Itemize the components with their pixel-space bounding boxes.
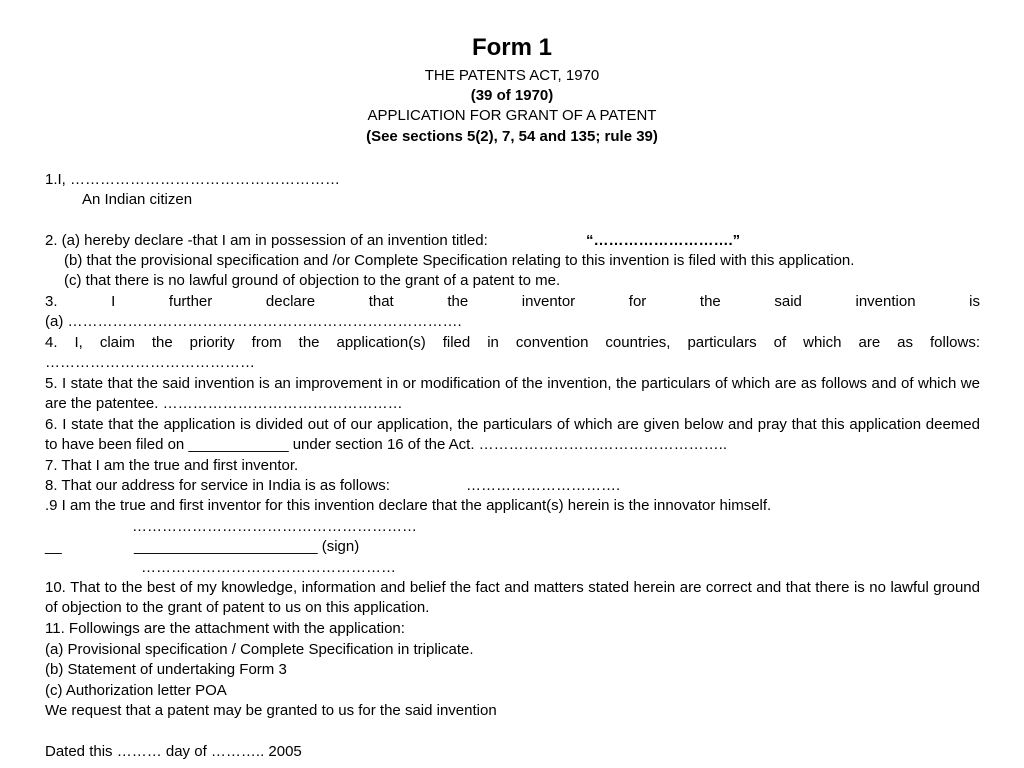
attachment-a: (a) Provisional specification / Complete Specification in triplicate. [45, 641, 474, 658]
attachment-b: (b) Statement of undertaking Form 3 [45, 661, 287, 678]
clause-1-applicant: 1.I, ……………………………………………… [45, 171, 341, 188]
dated-line: Dated this ……… day of ……….. 2005 [45, 743, 302, 760]
act-number: (39 of 1970) [470, 87, 554, 104]
clause-4: 4. I, claim the priority from the application(s) filed in convention countries, particulars of which are as follows: [45, 334, 980, 351]
sign-dots: …………………………………………… [141, 559, 396, 576]
clause-1-nationality: An Indian citizen [82, 191, 193, 208]
request-statement: We request that a patent may be granted to us for the said invention [45, 702, 497, 719]
clause-8-address-dots: …………………………. [466, 477, 621, 494]
clause-2c: (c) that there is no lawful ground of objection to the grant of a patent to me. [64, 272, 561, 289]
clause-2a: 2. (a) hereby declare -that I am in possession of an invention titled: [45, 232, 488, 249]
sections-reference: (See sections 5(2), 7, 54 and 135; rule 39) [366, 128, 658, 145]
clause-6: 6. I state that the application is divided out of our application, the particulars of which are given below and pray that this application deemed to have been filed on ____________ under section 16 of the Act. ………………………………………….. [45, 416, 980, 453]
clause-7: 7. That I am the true and first inventor. [45, 457, 299, 474]
clause-4-dots: …………………………………… [45, 354, 255, 371]
signatory-dots: ………………………………………………… [132, 518, 417, 535]
clause-11: 11. Followings are the attachment with the application: [45, 620, 405, 637]
sign-line: ______________________ (sign) [134, 538, 360, 555]
clause-2b: (b) that the provisional specification and /or Complete Specification relating to this invention is filed with this application. [64, 252, 855, 269]
clause-5: 5. I state that the said invention is an improvement in or modification of the invention, the particulars of which are as follows and of which we are the patentee. ………………………………………… [45, 375, 980, 412]
clause-8: 8. That our address for service in India is as follows: [45, 477, 390, 494]
form-title: Form 1 [471, 34, 552, 61]
application-heading: APPLICATION FOR GRANT OF A PATENT [367, 107, 657, 124]
attachment-c: (c) Authorization letter POA [45, 682, 227, 699]
sign-short-line: __ [45, 538, 62, 555]
invention-title-placeholder: “……………………….” [586, 232, 741, 249]
clause-3: 3. I further declare that the inventor for the said invention is [45, 293, 980, 310]
clause-3a: (a) ……………………………………………………………………. [45, 313, 462, 330]
clause-9: .9 I am the true and first inventor for this invention declare that the applicant(s) herein is the innovator himself. [45, 497, 772, 514]
act-name: THE PATENTS ACT, 1970 [424, 67, 600, 84]
clause-10: 10. That to the best of my knowledge, information and belief the fact and matters stated herein are correct and that there is no lawful ground of objection to the grant of patent to us on this application. [45, 579, 980, 616]
